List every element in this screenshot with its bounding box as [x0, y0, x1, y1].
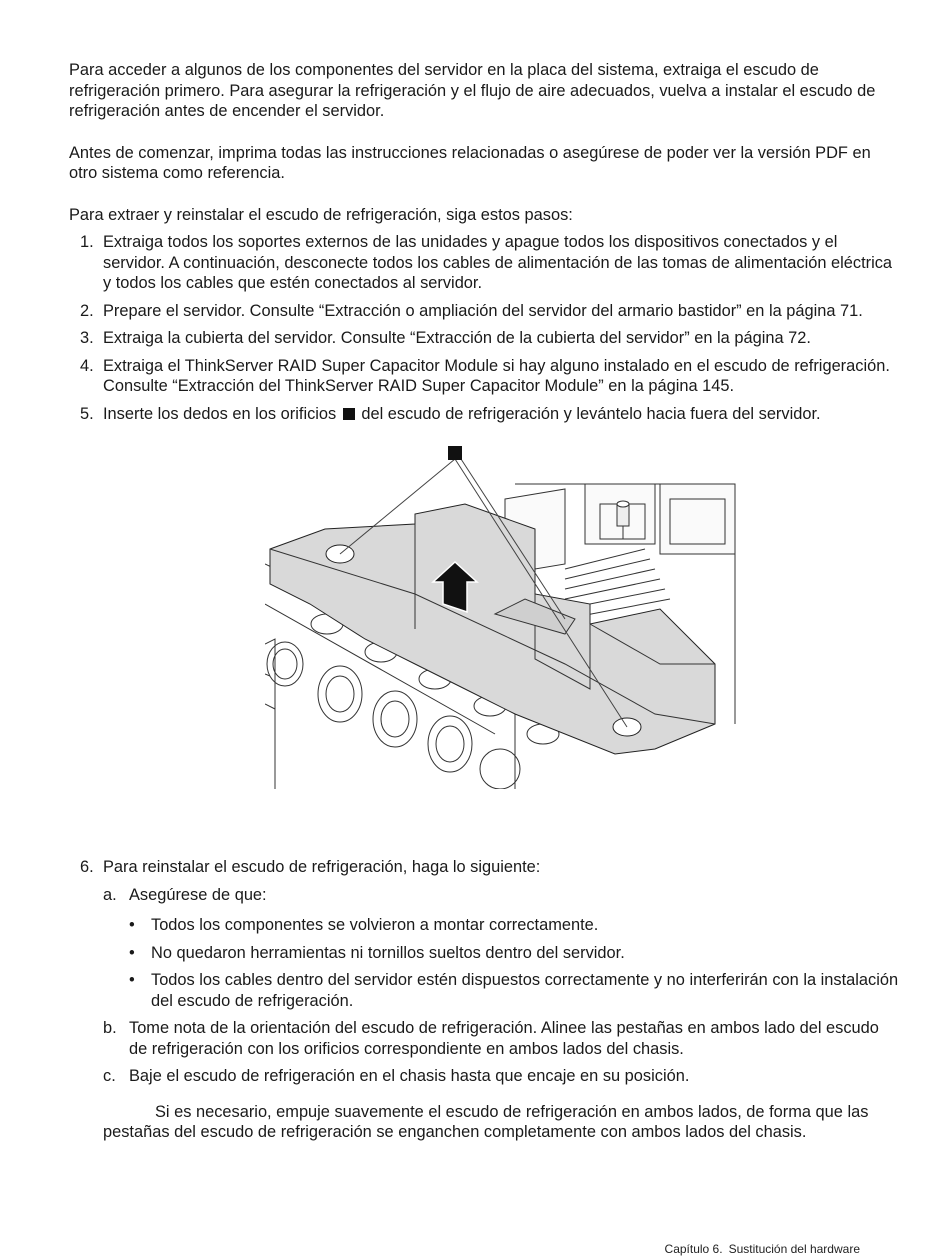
substep-text: Tome nota de la orientación del escudo de refrigeración. Alinee las pestañas en ambos lado del escudo de refrigeración con los orificios correspondiente en ambos lados del chasis.: [129, 1019, 879, 1058]
bullet-icon: •: [129, 971, 135, 989]
step-5: [69, 404, 899, 425]
step-text-after: del escudo de refrigeración y levántelo hacia fuera del servidor.: [361, 404, 821, 423]
substep-text: Baje el escudo de refrigeración en el chasis hasta que encaje en su posición.: [129, 1067, 690, 1085]
step-number: 2.: [80, 301, 94, 320]
bullet-text: No quedaron herramientas ni tornillos sueltos dentro del servidor.: [151, 943, 625, 962]
substep-letter: b.: [103, 1019, 117, 1037]
intro-paragraph-2: Antes de comenzar, imprima todas las instrucciones relacionadas o asegúrese de poder ver la versión PDF en otro sistema como referencia.: [69, 143, 871, 182]
step-4: [69, 356, 899, 397]
step-3: [69, 328, 899, 349]
page-content: [69, 60, 899, 1143]
step-number: 6.: [80, 858, 94, 876]
bullet-icon: •: [129, 943, 135, 962]
bullet-icon: •: [129, 916, 135, 934]
bullet-text: Todos los cables dentro del servidor estén dispuestos correctamente y no interferirán con la instalación del escudo de refrigeración.: [151, 971, 899, 1010]
substep-text: Asegúrese de que:: [129, 885, 267, 904]
cooling-shroud-illustration: [265, 444, 745, 789]
substep-c: [69, 1066, 899, 1087]
step-number: 1.: [80, 233, 94, 251]
note-paragraph: Si es necesario, empuje suavemente el escudo de refrigeración en ambos lados, de forma que las pestañas del escudo de refrigeración se enganchen completamente con ambos lados del chasis.: [103, 1102, 869, 1141]
step-number: 4.: [80, 356, 94, 375]
cooling-shroud-drawing: [265, 444, 745, 789]
step-text: Extraiga todos los soportes externos de las unidades y apague todos los dispositivos conectados y el servidor. A continuación, desconecte todos los cables de alimentación de las tomas de alimentación eléctrica y todos los cables que estén conectados al servidor.: [103, 233, 893, 292]
bullet-item-2: [69, 943, 899, 964]
substep-letter: c.: [103, 1067, 116, 1085]
bullet-item-1: [69, 915, 899, 936]
bullet-item-3: [69, 970, 899, 1011]
steps-list: [69, 232, 899, 424]
footer-chapter: Capítulo 6.: [664, 1242, 723, 1256]
step-1: [69, 232, 899, 294]
step-number: 5.: [80, 404, 94, 423]
intro-paragraph-3: Para extraer y reinstalar el escudo de refrigeración, siga estos pasos:: [69, 205, 573, 224]
step-number: 3.: [80, 329, 94, 347]
step-6: [69, 857, 899, 878]
page-footer: [665, 1242, 860, 1256]
intro-paragraph-1: Para acceder a algunos de los componentes del servidor en la placa del sistema, extraiga el escudo de refrigeración primero. Para asegurar la refrigeración y el flujo de aire adecuados, vuelva a instalar el escudo de refrigeración antes de encender el servidor.: [69, 61, 876, 120]
step-text: Extraiga el ThinkServer RAID Super Capacitor Module si hay alguno instalado en el escudo de refrigeración. Consulte “Extracción del ThinkServer RAID Super Capacitor Module” en la página 145.: [103, 356, 890, 395]
step-text-before: Inserte los dedos en los orificios: [103, 404, 337, 423]
bullet-text: Todos los componentes se volvieron a montar correctamente.: [151, 916, 599, 934]
footer-title: Sustitución del hardware: [728, 1242, 860, 1256]
callout-marker-icon: [343, 408, 355, 420]
step-text: Para reinstalar el escudo de refrigeración, haga lo siguiente:: [103, 858, 541, 876]
step-2: [69, 301, 899, 322]
callout-marker-icon: [448, 446, 462, 460]
substep-b: [69, 1018, 899, 1059]
step-text: Prepare el servidor. Consulte “Extracción o ampliación del servidor del armario bastidor” en la página 71.: [103, 301, 863, 320]
substep-letter: a.: [103, 885, 117, 904]
substep-a: [69, 885, 899, 906]
step-text: Extraiga la cubierta del servidor. Consulte “Extracción de la cubierta del servidor” en la página 72.: [103, 329, 811, 347]
